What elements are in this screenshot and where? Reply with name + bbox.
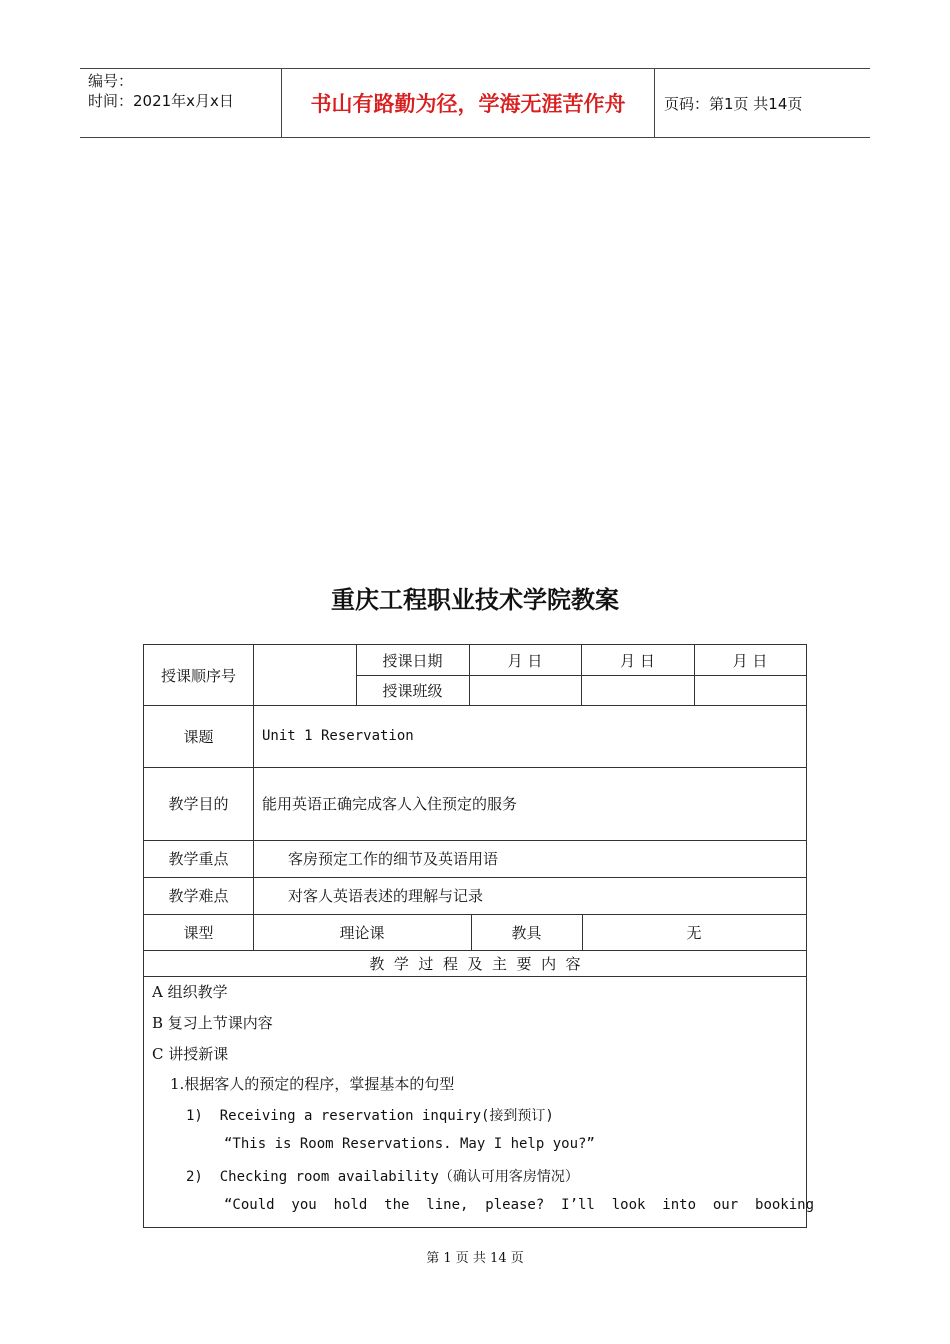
class-label: 授课班级 [382,681,443,700]
content-line-4: 2) Checking room availability（确认可用客房情况） [186,1169,579,1185]
type-value: 理论课 [339,923,385,942]
tools-label: 教具 [511,923,542,942]
process-header: 教 学 过 程 及 主 要 内 容 [369,954,581,973]
date-label: 授课日期 [382,651,443,670]
page-footer: 第 1 页 共 14 页 [426,1251,524,1266]
date-value-1: 月 日 [507,651,543,670]
topic-label: 课题 [183,727,214,746]
purpose-label: 教学目的 [168,795,229,813]
page-header [80,68,870,138]
header-page-info: 页码：第1页 共14页 [664,94,803,113]
header-motto: 书山有路勤为径，学海无涯苦作舟 [281,69,655,137]
document-time-label: 时间：2021年x月x日 [88,92,234,110]
header-left [88,71,234,111]
document-number-label: 编号： [88,72,134,90]
content-line-1: 1.根据客人的预定的程序，掌握基本的句型 [170,1075,455,1093]
key-value: 客房预定工作的细节及英语用语 [288,850,499,868]
date-value-2: 月 日 [620,651,655,670]
tools-value: 无 [686,923,702,942]
content-line-3: “This is Room Reservations. May I help you?” [224,1136,595,1152]
seq-label: 授课顺序号 [160,666,236,685]
content-line-a: A 组织教学 [152,983,228,1001]
type-label: 课型 [183,923,214,942]
content-line-b: B 复习上节课内容 [152,1014,273,1032]
date-value-3: 月 日 [732,651,768,670]
purpose-value: 能用英语正确完成客人入住预定的服务 [262,795,518,813]
content-line-c: C 讲授新课 [152,1045,229,1063]
document-title: 重庆工程职业技术学院教案 [331,585,619,614]
content-line-2: 1) Receiving a reservation inquiry(接到预订) [186,1108,554,1124]
difficulty-label: 教学难点 [168,887,229,905]
topic-value: Unit 1 Reservation [262,728,414,744]
content-line-5: “Could you hold the line, please? I’ll look into our booking [224,1197,815,1213]
lesson-plan-table [143,644,815,1228]
key-label: 教学重点 [168,850,229,868]
difficulty-value: 对客人英语表述的理解与记录 [288,887,484,905]
